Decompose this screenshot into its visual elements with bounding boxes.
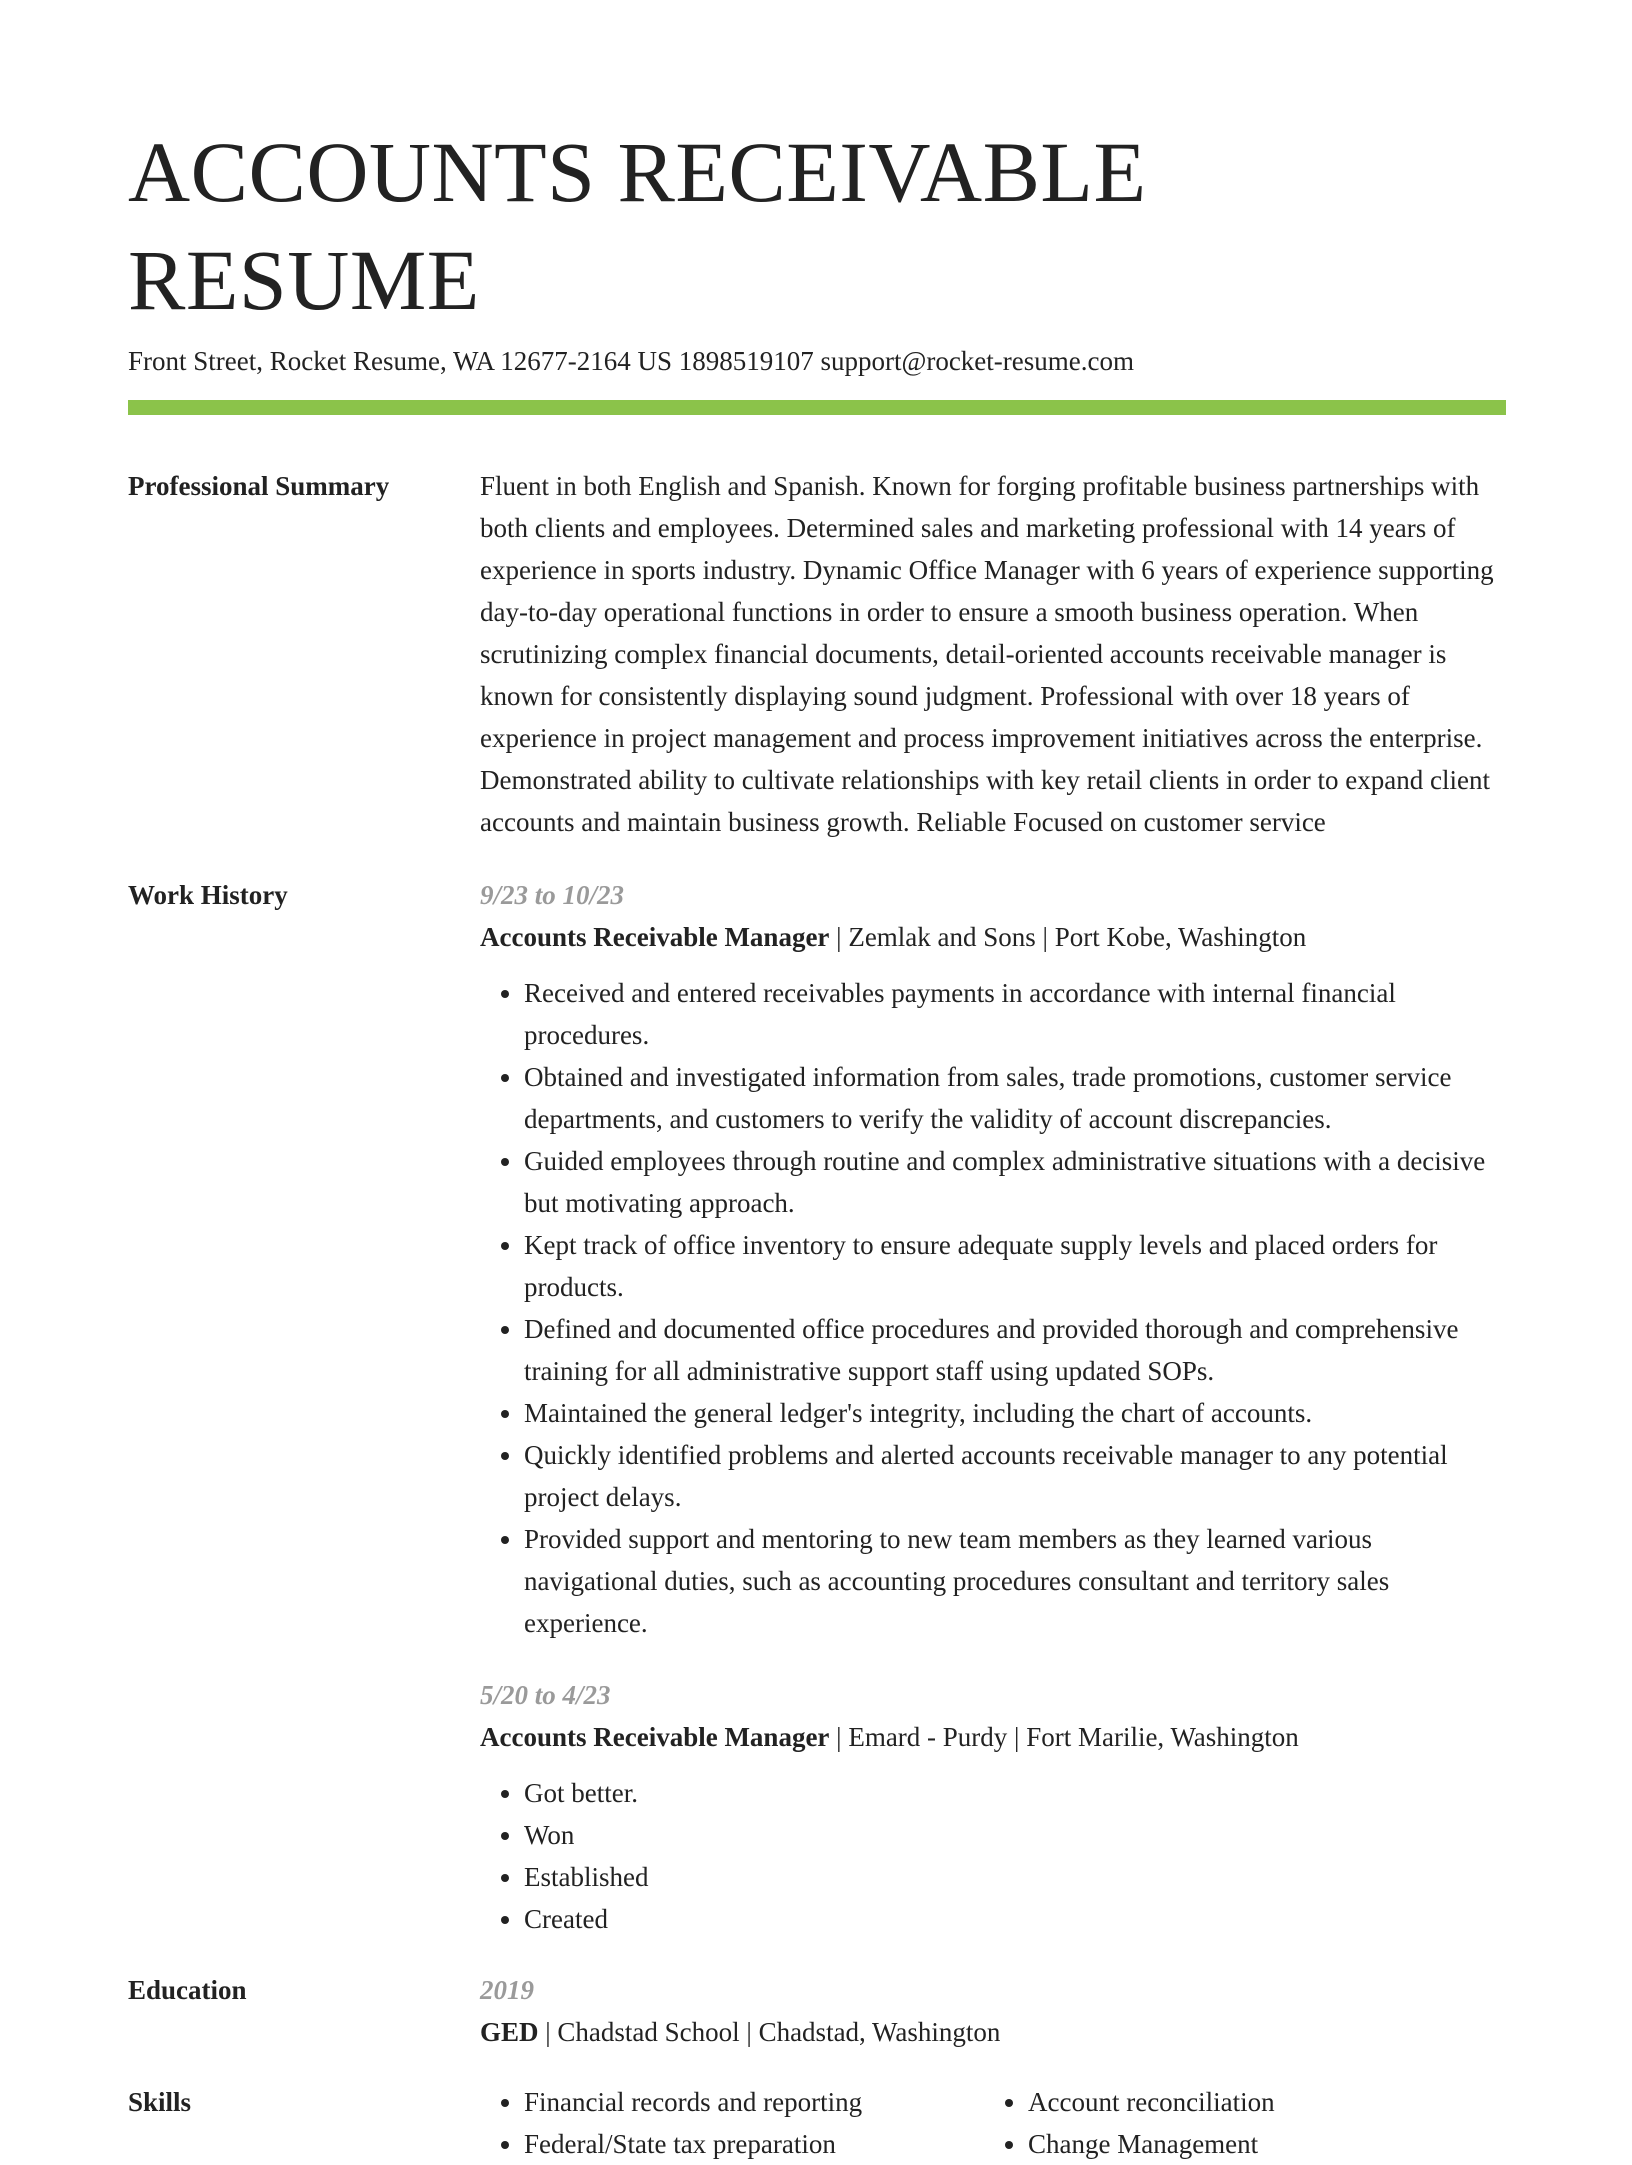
job-entry [480,1674,1506,1940]
skills-column-2 [984,2081,1488,2165]
skill-item: • Federal/State tax preparation [524,2123,984,2165]
job-employer-location: | Emard - Purdy | Fort Marilie, Washington [829,1722,1299,1752]
education-heading [480,2011,1506,2053]
education-year: 2019 [480,1975,534,2005]
skills-grid [480,2081,1506,2165]
job-duty: • Created [524,1898,1506,1940]
job-duty: • Provided support and mentoring to new team members as they learned various navigational duties, such as accounting procedures consultant and territory sales experience. [524,1518,1506,1644]
job-dates: 5/20 to 4/23 [480,1680,611,1710]
job-duty: • Established [524,1856,1506,1898]
section-label-education: Education [128,1975,247,2005]
work-history-body [480,874,1506,1940]
summary-text: Fluent in both English and Spanish. Known for forging profitable business partnerships with both clients and employees. Determined sales and marketing professional with 14 years of experience in sports industry. Dynamic Office Manager with 6 years of experience supporting day-to-day operational functions in order to ensure a smooth business operation. When scrutinizing complex financial documents, detail-oriented accounts receivable manager is known for consistently displaying sound judgment. Professional with over 18 years of experience in project management and process improvement initiatives across the enterprise. Demonstrated ability to cultivate relationships with key retail clients in order to expand client accounts and maintain business growth. Reliable Focused on customer service [480,471,1494,837]
job-duties-list [480,972,1506,1644]
skills-section [128,2081,1506,2165]
job-duty: • Got better. [524,1772,1506,1814]
skill-item: • Account reconciliation [1028,2081,1488,2123]
job-duties-list [480,1772,1506,1940]
job-duty: • Guided employees through routine and complex administrative situations with a decisive but motivating approach. [524,1140,1506,1224]
section-label-skills: Skills [128,2087,192,2117]
job-duty: • Won [524,1814,1506,1856]
summary-section [128,465,1506,843]
education-degree: GED [480,2017,539,2047]
header-divider [128,400,1506,415]
job-heading [480,916,1506,958]
job-duty: • Defined and documented office procedures and provided thorough and comprehensive training for all administrative support staff using updated SOPs. [524,1308,1506,1392]
job-title: Accounts Receivable Manager [480,1722,830,1752]
job-heading [480,1716,1506,1758]
education-section [128,1969,1506,2053]
job-dates: 9/23 to 10/23 [480,880,625,910]
section-label-summary: Professional Summary [128,471,390,501]
job-employer-location: | Zemlak and Sons | Port Kobe, Washington [829,922,1307,952]
work-history-section [128,874,1506,1940]
job-entry [480,874,1506,1644]
skills-column-1 [480,2081,984,2165]
job-duty: • Obtained and investigated information from sales, trade promotions, customer service departments, and customers to verify the validity of account discrepancies. [524,1056,1506,1140]
skills-body [480,2081,1506,2165]
job-title: Accounts Receivable Manager [480,922,830,952]
skill-item: • Financial records and reporting [524,2081,984,2123]
section-label-work-history: Work History [128,880,288,910]
education-school-location: | Chadstad School | Chadstad, Washington [538,2017,1001,2047]
job-duty: • Received and entered receivables payments in accordance with internal financial procedures. [524,972,1506,1056]
job-duty: • Kept track of office inventory to ensure adequate supply levels and placed orders for products. [524,1224,1506,1308]
contact-info: Front Street, Rocket Resume, WA 12677-2164 US 1898519107 support@rocket-resume.com [128,346,1134,376]
education-body [480,1969,1506,2053]
job-duty: • Quickly identified problems and alerted accounts receivable manager to any potential project delays. [524,1434,1506,1518]
skill-item: • Change Management [1028,2123,1488,2165]
resume-title: ACCOUNTS RECEIVABLE RESUME [128,124,1147,328]
resume-page [128,0,1506,2165]
job-duty: • Maintained the general ledger's integrity, including the chart of accounts. [524,1392,1506,1434]
